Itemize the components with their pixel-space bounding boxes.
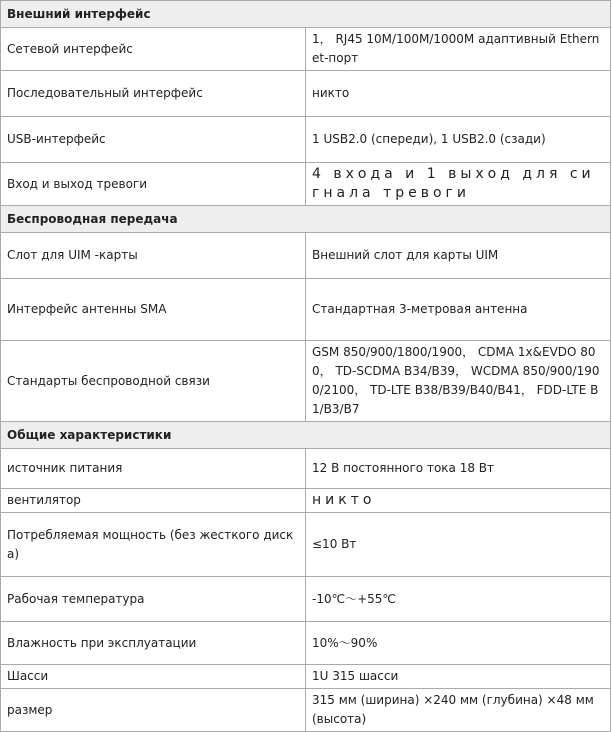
row-label: Шасси — [1, 665, 306, 689]
section-header-general — [1, 422, 611, 449]
row-label: вентилятор — [1, 489, 306, 513]
row-value: ≤10 Вт — [306, 513, 611, 577]
row-value: 12 В постоянного тока 18 Вт — [306, 449, 611, 489]
row-value: Внешний слот для карты UIM — [306, 233, 611, 279]
table-row — [1, 577, 611, 622]
section-header-wireless — [1, 206, 611, 233]
section-header-external — [1, 1, 611, 28]
table-row — [1, 513, 611, 577]
row-label: Влажность при эксплуатации — [1, 622, 306, 665]
row-label: Сетевой интерфейс — [1, 28, 306, 71]
row-value: 1U 315 шасси — [306, 665, 611, 689]
table-row — [1, 665, 611, 689]
table-row — [1, 341, 611, 422]
table-row — [1, 71, 611, 117]
row-value: никто — [306, 71, 611, 117]
row-value: 1 USB2.0 (спереди), 1 USB2.0 (сзади) — [306, 117, 611, 163]
section-title: Внешний интерфейс — [1, 1, 611, 28]
row-value: Стандартная 3-метровая антенна — [306, 279, 611, 341]
section-title: Общие характеристики — [1, 422, 611, 449]
row-value: 315 мм (ширина) ×240 мм (глубина) ×48 мм (высота) — [306, 689, 611, 732]
table-row — [1, 28, 611, 71]
table-row — [1, 163, 611, 206]
table-row — [1, 622, 611, 665]
table-row — [1, 449, 611, 489]
row-value: 10%～90% — [306, 622, 611, 665]
row-value: 1， RJ45 10M/100M/1000M адаптивный Ethernet-порт — [306, 28, 611, 71]
row-label: Последовательный интерфейс — [1, 71, 306, 117]
row-value: 4 входа и 1 выход для сигнала тревоги — [306, 163, 611, 206]
table-row — [1, 117, 611, 163]
row-label: Вход и выход тревоги — [1, 163, 306, 206]
table-row — [1, 489, 611, 513]
row-label: источник питания — [1, 449, 306, 489]
row-label: размер — [1, 689, 306, 732]
row-label: Рабочая температура — [1, 577, 306, 622]
section-title: Беспроводная передача — [1, 206, 611, 233]
row-label: Потребляемая мощность (без жесткого диска) — [1, 513, 306, 577]
row-label: Стандарты беспроводной связи — [1, 341, 306, 422]
row-label: USB-интерфейс — [1, 117, 306, 163]
row-value: -10℃～+55℃ — [306, 577, 611, 622]
table-row — [1, 279, 611, 341]
row-value: никто — [306, 489, 611, 513]
table-row — [1, 689, 611, 732]
table-row — [1, 233, 611, 279]
row-label: Интерфейс антенны SMA — [1, 279, 306, 341]
row-value: GSM 850/900/1800/1900， CDMA 1x&EVDO 800， TD-SCDMA B34/B39， WCDMA 850/900/1900/2100， TD-LTE B38/B39/B40/B41， FDD-LTE B1/B3/B7 — [306, 341, 611, 422]
row-label: Слот для UIM -карты — [1, 233, 306, 279]
